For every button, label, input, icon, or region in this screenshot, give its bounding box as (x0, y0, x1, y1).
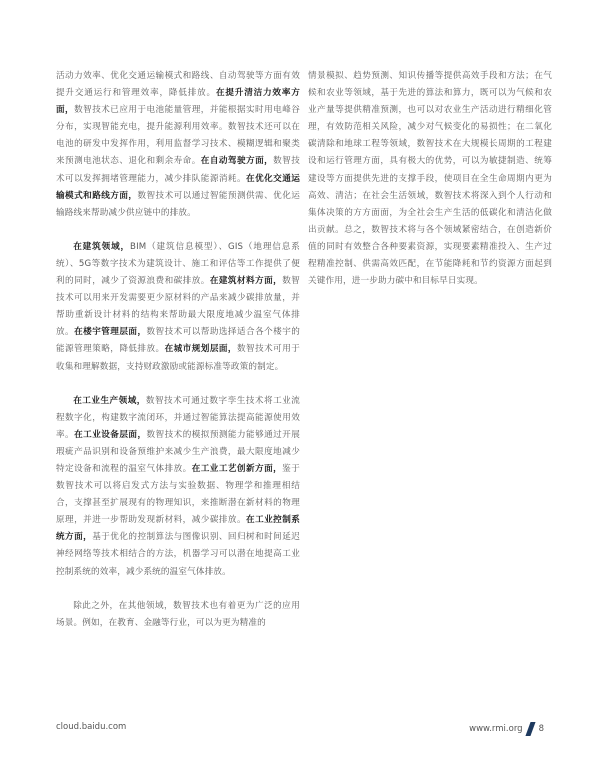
paragraph-building: 在建筑领域，BIM（建筑信息模型）、GIS（地理信息系统）、5G等数字技术为建筑设计、施工和评估等工作提供了便利的同时，减少了资源浪费和碳排放。在建筑材料方面，数智技术可以用来开发需要更少原材料的产品来减少碳排放量，并帮助重新设计材料的结构来帮助最大限度地减少温室气体排放。在楼宇管理层面，数智技术可以帮助选择适合各个楼宇的能源管理策略，降低排放。在城市规划层面，数智技术可用于收集和理解数据，支持财政激励或能源标准等政策的制定。 (56, 241, 301, 372)
paragraph-industry: 在工业生产领域，数智技术可通过数字孪生技术将工业流程数字化，构建数字流闭环，并通过智能算法提高能源使用效率。在工业设备层面，数智技术的模拟预测能力能够通过开展瑕疵产品识别和设备预维护来减少生产浪费，最大限度地减少特定设备和流程的温室气体排放。在工业工艺创新方面，鉴于数智技术可以将启发式方法与实验数据、物理学和推理相结合，支撑甚至扩展现有的物理知识，来推断潜在新材料的物理原理，并进一步帮助发现新材料，减少碳排放。在工业控制系统方面，基于优化的控制算法与图像识别、回归树和时间延迟神经网络等技术相结合的方法，机器学习可以潜在地提高工业控制系统的效率，减少系统的温室气体排放。 (56, 395, 301, 577)
footer-website-right: www.rmi.org (469, 724, 523, 734)
footer-website-left: cloud.baidu.com (56, 722, 127, 732)
paragraph-transport: 活动力效率、优化交通运输模式和路线、自动驾驶等方面有效提升交通运行和管理效率，降低排放。在提升清洁力效率方面，数智技术已应用于电池能量管理，并能根据实时用电峰谷分布，实现智能充电，提升能源利用效率。数智技术还可以在电池的研发中发挥作用，利用监督学习技术、模糊逻辑和聚类来预测电池状态、退化和剩余寿命。在自动驾驶方面，数智技术可以发挥拥堵管理能力，减少排队能源消耗。在优化交通运输模式和路线方面，数智技术可以通过智能预测供需、优化运输路线来帮助减少供应链中的排放。 (56, 71, 301, 218)
right-column (308, 68, 552, 307)
paragraph-other-fields: 除此之外，在其他领域，数智技术也有着更为广泛的应用场景。例如，在教育、金融等行业，可以为更为精准的 (56, 600, 300, 628)
paragraph-continued: 情景模拟、趋势预测、知识传播等提供高效手段和方法；在气候和农业等领域，基于先进的算法和算力，既可以为气候和农业产量等提供精准预测，也可以对农业生产活动进行精细化管理，有效防范相关风险，减少对气候变化的易损性；在二氧化碳清除和地球工程等领域，数智技术在大规模长周期的工程建设和运行管理方面，具有极大的优势，可以为敏捷制造、统筹建设等方面提供先进的支撑手段，使项目在全生命周期内更为高效、清洁；在社会生活领域，数智技术将深入到个人行动和集体决策的方方面面，为全社会生产生活的低碳化和清洁化做出贡献。总之，数智技术将与各个领域紧密结合，在创造新价值的同时有效整合各种要素资源，实现要素精准投入、生产过程精准控制、供需高效匹配，在节能降耗和节约资源方面起到关键作用，进一步助力碳中和目标早日实现。 (308, 71, 552, 287)
slash-divider-icon (525, 722, 535, 736)
left-column (56, 68, 300, 649)
footer-right (469, 722, 544, 736)
page-number: 8 (538, 724, 544, 734)
